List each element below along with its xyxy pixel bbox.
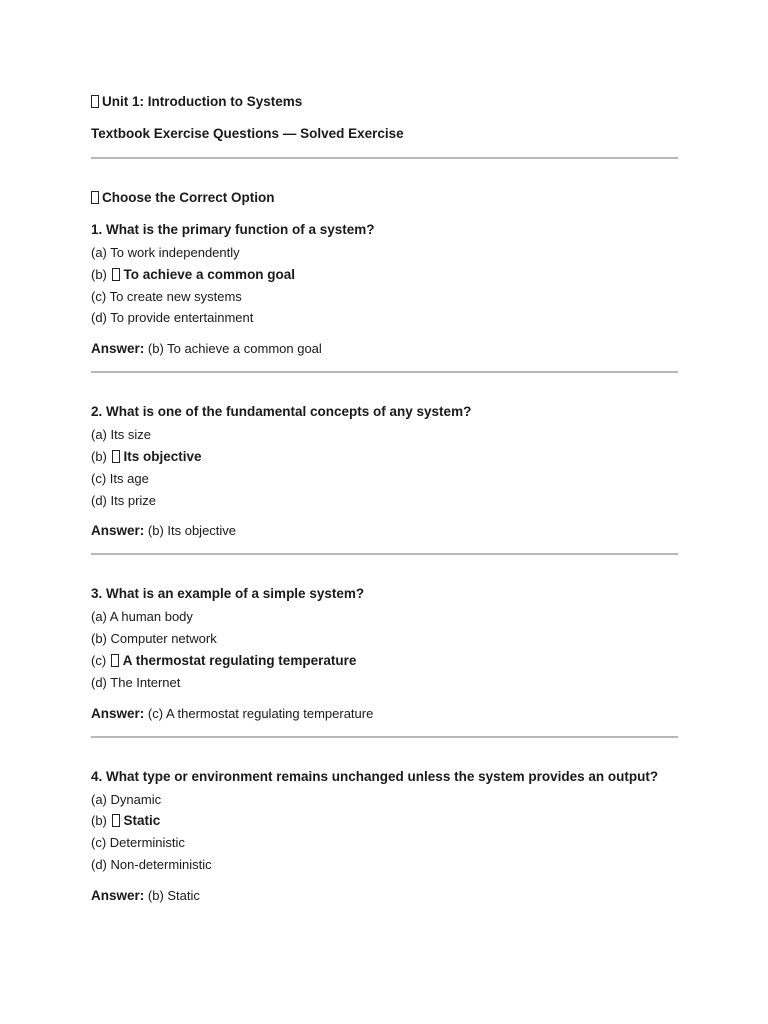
option-text: Deterministic (109, 835, 185, 851)
option (91, 832, 678, 854)
option-text: Computer network (110, 631, 217, 647)
question-text: 2. What is one of the fundamental concepts of any system? (91, 404, 472, 420)
answer-label: Answer: (91, 523, 145, 539)
option (91, 672, 678, 694)
option-text: Its age (109, 470, 149, 486)
unit-title-text: Unit 1: Introduction to Systems (102, 94, 303, 109)
option-text: The Internet (110, 674, 181, 690)
divider (91, 157, 678, 159)
option-correct (91, 810, 678, 832)
option (91, 286, 678, 308)
option-letter: (c) (91, 835, 107, 851)
option-letter: (c) (91, 652, 107, 668)
option (91, 606, 678, 628)
option-text: Its prize (110, 492, 157, 508)
option-text: Non-deterministic (110, 856, 212, 872)
option-correct (91, 264, 678, 286)
option-text: A thermostat regulating temperature (122, 652, 357, 668)
section-title-text: Choose the Correct Option (102, 190, 275, 205)
question-block (91, 767, 678, 906)
option-text: Dynamic (110, 791, 162, 807)
option-text: Its size (110, 427, 151, 443)
option-letter: (c) (91, 470, 107, 486)
answer-label: Answer: (91, 887, 145, 903)
option-text: Static (123, 813, 161, 829)
check-glyph-icon (112, 268, 120, 281)
option-letter: (c) (91, 288, 107, 304)
answer-text: (b) Its objective (147, 523, 237, 539)
question-text: 4. What type or environment remains unchanged unless the system provides an output? (91, 768, 659, 784)
option-letter: (a) (91, 427, 107, 443)
check-glyph-icon (112, 450, 120, 463)
section-title (91, 188, 678, 208)
option-letter: (a) (91, 245, 107, 260)
option-letter: (a) (91, 791, 107, 807)
option (91, 468, 678, 490)
option-text: To provide entertainment (110, 310, 254, 326)
answer-text: (b) Static (147, 887, 200, 903)
option-letter: (b) (91, 266, 107, 282)
option-letter: (d) (91, 310, 107, 326)
option-text: To achieve a common goal (123, 266, 296, 282)
option (91, 789, 678, 811)
answer-text: (c) A thermostat regulating temperature (147, 705, 374, 721)
check-glyph-icon (112, 814, 120, 827)
answer-label: Answer: (91, 705, 145, 721)
option-text: Its objective (123, 448, 202, 464)
option (91, 424, 678, 446)
option-letter: (b) (91, 448, 107, 464)
option (91, 242, 678, 264)
question-text: 1. What is the primary function of a system? (91, 222, 375, 237)
document-page (91, 92, 678, 918)
option (91, 628, 678, 650)
option-letter: (d) (91, 674, 107, 690)
option-correct (91, 446, 678, 468)
answer-line (91, 886, 678, 906)
answer-label: Answer: (91, 341, 145, 357)
option (91, 854, 678, 876)
option-letter: (d) (91, 856, 107, 872)
exercise-subtitle: Textbook Exercise Questions — Solved Exercise (91, 126, 404, 141)
answer-text: (b) To achieve a common goal (147, 341, 322, 357)
answer-line (91, 521, 678, 541)
option-text: To work independently (110, 245, 240, 260)
option-text: A human body (109, 609, 193, 625)
check-glyph-icon (111, 654, 119, 667)
question-block (91, 220, 678, 373)
missing-glyph-icon (91, 191, 99, 204)
option-letter: (a) (91, 609, 107, 625)
question-text: 3. What is an example of a simple system? (91, 586, 365, 602)
option-letter: (b) (91, 631, 107, 647)
option (91, 490, 678, 512)
question-block (91, 584, 678, 737)
option-letter: (d) (91, 492, 107, 508)
option-text: To create new systems (109, 288, 242, 304)
option-correct (91, 650, 678, 672)
unit-title (91, 92, 678, 112)
answer-line (91, 704, 678, 724)
option (91, 307, 678, 329)
question-block (91, 402, 678, 555)
missing-glyph-icon (91, 95, 99, 108)
option-letter: (b) (91, 813, 107, 829)
answer-line (91, 339, 678, 359)
